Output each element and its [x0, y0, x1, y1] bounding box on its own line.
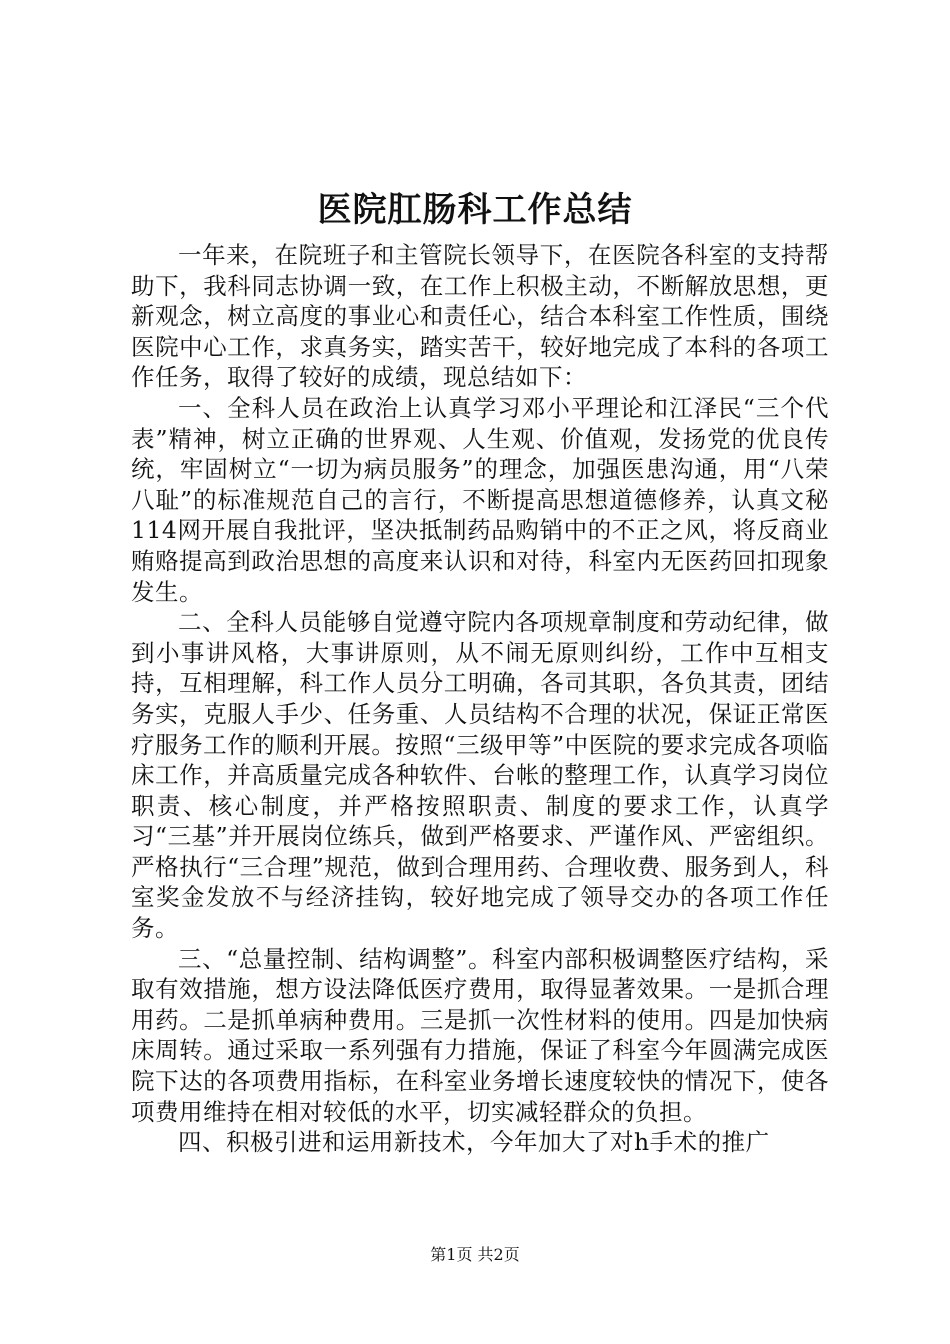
- section-3-paragraph: 三、“总量控制、结构调整”。科室内部积极调整医疗结构，采取有效措施，想方设法降低医疗费用，取得显著效果。一是抓合理用药。二是抓单病种费用。三是抓一次性材料的使用。四是加快病床周转。通过采取一系列强有力措施，保证了科室今年圆满完成医院下达的各项费用指标，在科室业务增长速度较快的情况下，使各项费用维持在相对较低的水平，切实减轻群众的负担。: [131, 944, 829, 1126]
- section-1-paragraph: 一、全科人员在政治上认真学习邓小平理论和江泽民“三个代表”精神，树立正确的世界观、人生观、价值观，发扬党的优良传统，牢固树立“一切为病员服务”的理念，加强医患沟通，用“八荣八耻”的标准规范自己的言行，不断提高思想道德修养，认真文秘114网开展自我批评，坚决抵制药品购销中的不正之风，将反商业贿赂提高到政治思想的高度来认识和对待，科室内无医药回扣现象发生。: [131, 393, 829, 606]
- intro-paragraph: 一年来，在院班子和主管院长领导下，在医院各科室的支持帮助下，我科同志协调一致，在工作上积极主动，不断解放思想，更新观念，树立高度的事业心和责任心，结合本科室工作性质，围绕医院中心工作，求真务实，踏实苦干，较好地完成了本科的各项工作任务，取得了较好的成绩，现总结如下：: [131, 241, 829, 392]
- section-2-paragraph: 二、全科人员能够自觉遵守院内各项规章制度和劳动纪律，做到小事讲风格，大事讲原则，从不闹无原则纠纷，工作中互相支持，互相理解，科工作人员分工明确，各司其职，各负其责，团结务实，克服人手少、任务重、人员结构不合理的状况，保证正常医疗服务工作的顺利开展。按照“三级甲等”中医院的要求完成各项临床工作，并高质量完成各种软件、台帐的整理工作，认真学习岗位职责、核心制度，并严格按照职责、制度的要求工作，认真学习“三基”并开展岗位练兵，做到严格要求、严谨作风、严密组织。严格执行“三合理”规范，做到合理用药、合理收费、服务到人，科室奖金发放不与经济挂钩，较好地完成了领导交办的各项工作任务。: [131, 608, 829, 943]
- section-4-paragraph: 四、积极引进和运用新技术，今年加大了对h手术的推广: [178, 1128, 770, 1157]
- page-footer: 第1页 共2页: [430, 1245, 520, 1264]
- document-body: [131, 240, 829, 1158]
- document-title: 医院肛肠科工作总结: [317, 190, 633, 230]
